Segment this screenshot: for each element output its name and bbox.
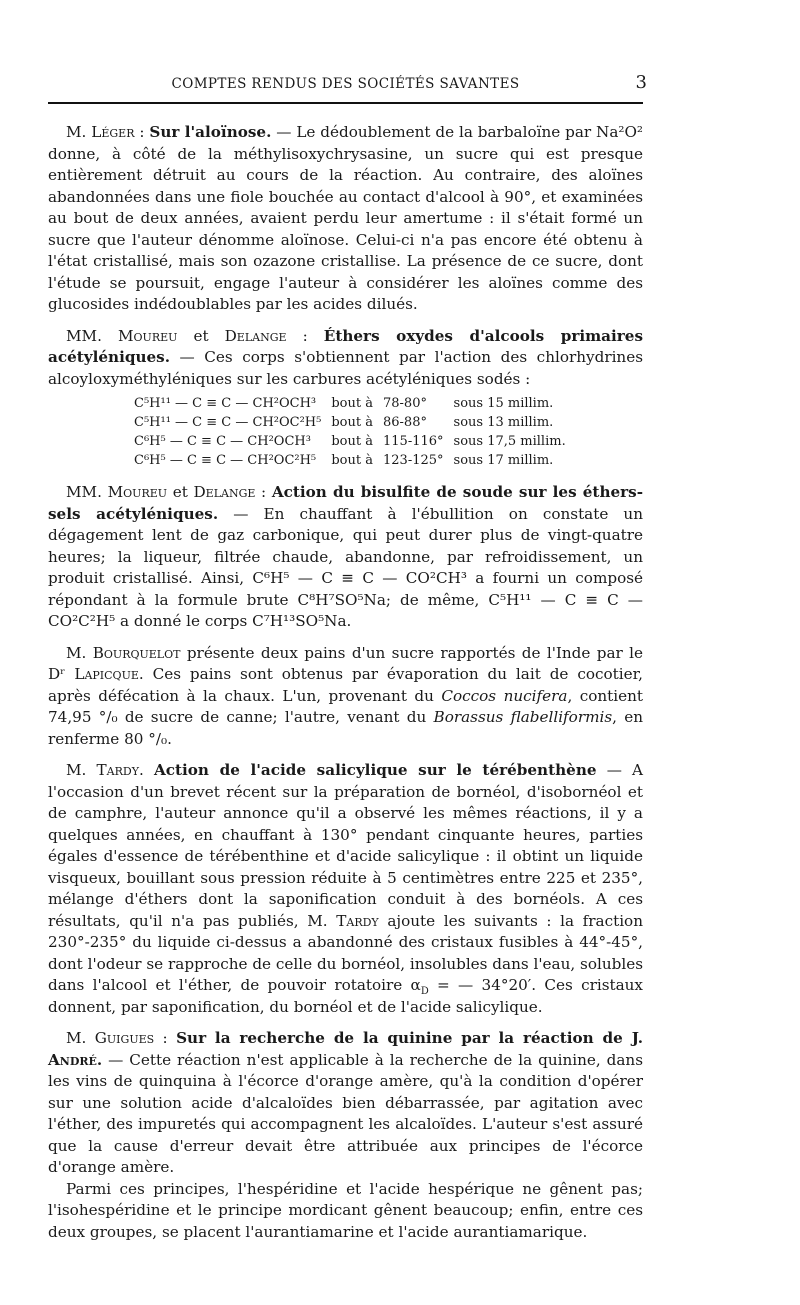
paragraph-guigues [48, 1028, 643, 1179]
conjunction: et [167, 483, 194, 501]
author-name: Guigues [94, 1029, 155, 1047]
paragraph-body: — Cette réaction n'est applicable à la recherche de la quinine, dans les vins de quinquina à l'écorce d'orange amère, qu'à la condition d'opérer sur une solution acide d'alcaloïdes bien débarrassée, par agitation avec l'éther, des impuretés qui accompagnent les alcaloïdes. L'auteur s'est assuré que la cause d'erreur devait être attribuée aux principes de l'écorce d'orange amère. [48, 1050, 643, 1176]
paragraph-leger [48, 122, 643, 316]
author-name: Tardy [96, 761, 139, 779]
formula: C⁵H¹¹ — C ≡ C — CH²OC²H⁵ [134, 415, 322, 430]
author-name: Moureu [117, 326, 178, 345]
page [48, 72, 647, 1253]
boiling-label: bout à [331, 434, 373, 449]
author-prefix: M. [66, 643, 93, 662]
author-prefix: M. [66, 123, 92, 141]
paragraph-bourquelot [48, 643, 643, 751]
running-head: COMPTES RENDUS DES SOCIÉTÉS SAVANTES [171, 76, 520, 92]
title-abbrev: Dʳ [48, 665, 75, 683]
paragraph-text: , en renferme 80 °/₀. [48, 708, 644, 748]
boiling-label: bout à [331, 396, 373, 411]
author-prefix: MM. [66, 483, 108, 501]
boiling-label: bout à [331, 415, 373, 430]
section-title: Éthers oxydes d'alcools primaires acétyléniques. [48, 326, 643, 366]
paragraph-text: présente deux pains d'un sucre rapportés de l'Inde par le [180, 643, 643, 662]
formula: C⁵H¹¹ — C ≡ C — CH²OCH³ [134, 396, 317, 411]
paragraph-text: = — 34°20′. Ces cristaux donnent, par saponification, du bornéol et de l'acide salicylique. [48, 976, 643, 1016]
section-title: Sur la recherche de la quinine par la réaction de J. [176, 1029, 643, 1047]
conjunction: et [177, 326, 225, 345]
species-name: Coccos nucifera [441, 686, 568, 705]
species-name: Borassus flabelliformis [433, 708, 613, 726]
paragraph-tardy [48, 760, 643, 1018]
paragraph-guigues-continued: Parmi ces principes, l'hespéridine et l'acide hespérique ne gênent pas; l'isohespéridine et le principe mordicant gênent beaucoup; enfin, entre ces deux groupes, se placent l'aurantiamarine et l'acide aurantiamarique. [48, 1179, 643, 1241]
section-title: Action du bisulfite de soude sur les éthers-sels acétyléniques. [48, 483, 643, 523]
formula: C⁶H⁵ — C ≡ C — CH²OCH³ [134, 434, 311, 449]
boiling-temp: 86-88° [383, 415, 427, 430]
page-header [48, 72, 647, 104]
separator: : [255, 483, 272, 501]
formula-row [134, 413, 576, 432]
section-title: Action de l'acide salicylique sur le térébenthène [153, 761, 597, 779]
boiling-temp: 115-116° [383, 434, 444, 449]
boiling-label: bout à [331, 453, 373, 468]
pressure: sous 13 millim. [453, 415, 554, 430]
pressure: sous 17,5 millim. [453, 434, 566, 449]
separator: . [138, 761, 154, 779]
author-prefix: M. [66, 761, 97, 779]
separator: : [154, 1029, 177, 1047]
title-end: . [96, 1050, 103, 1069]
section-title: Sur l'aloïnose. [149, 123, 272, 141]
paragraph-text: — A l'occasion d'un brevet récent sur la préparation de bornéol, d'isobornéol et de camphre, l'auteur annonce qu'il a observé les mêmes réactions, il y a quelques années, en chauffant à 130° pendant cinquante heures, parties égales d'essence de térébenthine et d'acide salicylique : il obtint un liquide visqueux, bouillant sous pression réduite à 5 centimètres entre 225 et 235°, mélange d'éthers dont la saponification conduit à des bornéols. A ces résultats, qu'il n'a pas publiés, [48, 761, 644, 930]
paragraph-moureu-ethers [48, 326, 643, 391]
author-prefix: MM. [66, 326, 118, 345]
separator: : [286, 326, 324, 345]
author-name: Tardy [336, 911, 379, 930]
formula-table [134, 394, 576, 470]
separator: : [134, 123, 150, 141]
page-number: 3 [635, 72, 647, 93]
paragraph-text: . Ces pains sont obtenus par évaporation du lait de cocotier, après défécation à la chaux. L'un, provenant du [48, 665, 643, 705]
paragraph-moureu-bisulfite [48, 482, 643, 633]
author-name: Léger [91, 123, 135, 141]
author-prefix: M. [66, 1029, 95, 1047]
rotation-subscript: D [420, 986, 429, 998]
formula: C⁶H⁵ — C ≡ C — CH²OC²H⁵ [134, 453, 317, 468]
paragraph-body: — En chauffant à l'ébullition on constate un dégagement lent de gaz carbonique, qui peut durer plus de vingt-quatre heures; la liqueur, filtrée chaude, abandonne, par refroidissement, un produit cristallisé. Ainsi, C⁶H⁵ — C ≡ C — CO²CH³ a fourni un composé répondant à la formule brute C⁸H⁷SO⁵Na; de même, C⁵H¹¹ — C ≡ C — CO²C²H⁵ a donné le corps C⁷H¹³SO⁵Na. [48, 504, 643, 630]
author-name: Bourquelot [92, 643, 181, 662]
paragraph-text: ajoute les suivants : la fraction 230°-235° du liquide ci-dessus a abandonné des cristaux fusibles à 44°-45°, dont l'odeur se rapproche de celle du bornéol, insolubles dans l'eau, solubles dans l'alcool et l'éther, de pouvoir rotatoire α [48, 911, 643, 994]
formula-row [134, 451, 576, 470]
author-name: Moureu [107, 483, 168, 501]
page-content [48, 122, 643, 1243]
boiling-temp: 78-80° [383, 396, 427, 411]
title-author-name: André [48, 1050, 97, 1069]
paragraph-text: , contient 74,95 °/₀ de sucre de canne; l'autre, venant du [48, 686, 643, 726]
formula-row [134, 394, 576, 413]
paragraph-body: — Le dédoublement de la barbaloïne par Na²O² donne, à côté de la méthylisoxychrysasine, un sucre qui est presque entièrement détruit au cours de la réaction. Au contraire, des aloïnes abandonnées dans une fiole bouchée au contact d'alcool à 90°, et examinées au bout de deux années, avaient perdu leur amertume : il s'était formé un sucre que l'auteur dénomme aloïnose. Celui-ci n'a pas encore été obtenu à l'état cristallisé, mais son ozazone cristallise. La présence de ce sucre, dont l'étude se poursuit, engage l'auteur à considérer les aloïnes comme des glucosides indédoublables par les acides dilués. [48, 123, 644, 313]
paragraph-body: — Ces corps s'obtiennent par l'action des chlorhydrines alcoyloxyméthyléniques sur les carbures acétyléniques sodés : [48, 348, 643, 388]
pressure: sous 15 millim. [453, 396, 554, 411]
formula-row [134, 432, 576, 451]
person-name: Lapicque [74, 665, 139, 683]
author-name: Delange [193, 483, 256, 501]
pressure: sous 17 millim. [453, 453, 554, 468]
author-prefix: M. [307, 911, 337, 930]
boiling-temp: 123-125° [383, 453, 444, 468]
author-name: Delange [224, 326, 287, 345]
